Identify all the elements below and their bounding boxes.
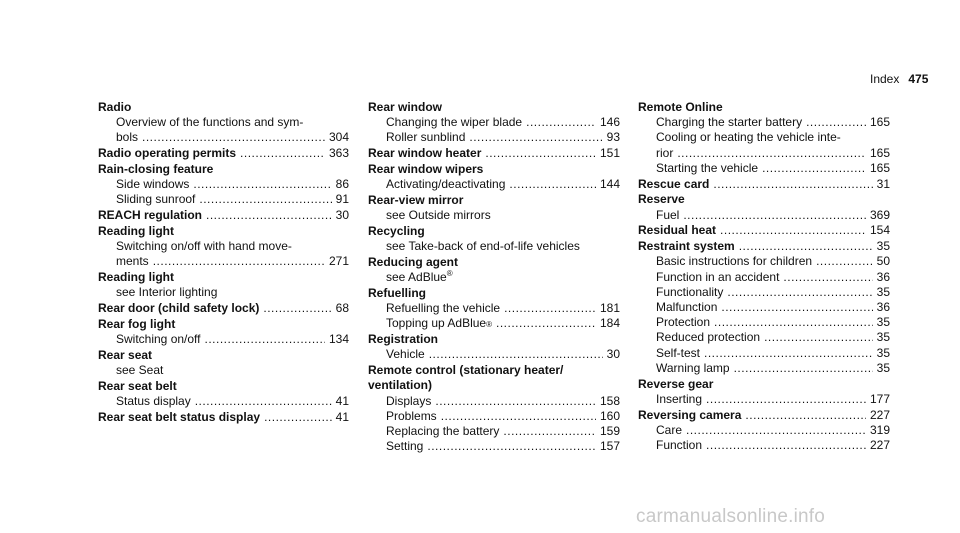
index-line <box>638 346 890 361</box>
entry-text: Displays <box>386 393 432 408</box>
leader-dots <box>503 424 596 439</box>
sub-entry-text <box>98 285 349 300</box>
index-line <box>368 146 620 161</box>
index-column-3 <box>638 100 890 454</box>
entry-title: Radio <box>98 100 132 114</box>
page-ref: 41 <box>335 394 349 409</box>
index-line <box>638 438 890 453</box>
entry-title: Rear door (child safety lock) <box>98 301 260 316</box>
page-ref: 154 <box>869 223 890 238</box>
index-line <box>98 410 349 425</box>
page-ref: 227 <box>869 438 890 453</box>
index-entry <box>638 192 890 222</box>
entry-title: Rear window <box>368 100 443 114</box>
entry-text: Charging the starter battery <box>656 115 803 130</box>
sub-entry-text <box>368 239 620 254</box>
entry-text: see Take-back of end-of-life vehicles <box>386 239 580 254</box>
index-entry <box>638 239 890 376</box>
index-line <box>368 177 620 192</box>
index-line <box>638 315 890 330</box>
leader-dots <box>199 192 331 207</box>
index-entry <box>98 348 349 378</box>
page-ref: 165 <box>869 145 890 160</box>
index-line <box>98 301 349 316</box>
page-ref: 86 <box>335 177 349 192</box>
index-line <box>368 301 620 316</box>
index-line <box>638 161 890 176</box>
index-entry <box>98 379 349 409</box>
index-column-2 <box>368 100 620 455</box>
entry-text: Self-test <box>656 345 701 360</box>
leader-dots <box>734 361 873 376</box>
page-ref: 146 <box>599 115 620 130</box>
entry-title: Rescue card <box>638 176 710 191</box>
index-line <box>638 330 890 345</box>
index-entry <box>638 408 890 454</box>
leader-dots <box>727 285 872 300</box>
entry-title: Recycling <box>368 224 425 238</box>
index-entry <box>638 223 890 238</box>
entry-text: Function <box>656 438 703 453</box>
index-entry <box>638 377 890 407</box>
leader-dots <box>435 394 596 409</box>
index-line <box>98 254 349 269</box>
entry-title: Restraint system <box>638 239 735 254</box>
index-line <box>638 423 890 438</box>
leader-dots <box>714 315 873 330</box>
leader-dots <box>816 254 873 269</box>
index-entry <box>368 255 620 285</box>
page-ref: 319 <box>869 422 890 437</box>
index-line <box>368 115 620 130</box>
index-line <box>98 146 349 161</box>
entry-text: Fuel <box>656 207 680 222</box>
page-ref: 35 <box>876 360 890 375</box>
entry-text: Care <box>656 422 683 437</box>
entry-title: Rear window wipers <box>368 162 484 176</box>
page-ref: 227 <box>869 407 890 422</box>
entry-text: bols <box>116 130 139 145</box>
superscript: ® <box>446 269 453 279</box>
leader-dots <box>677 146 866 161</box>
page-ref: 159 <box>599 424 620 439</box>
entry-title: Rear-view mirror <box>368 193 464 207</box>
page-ref: 36 <box>876 269 890 284</box>
leader-dots <box>240 146 325 161</box>
page-ref: 181 <box>599 301 620 316</box>
entry-text: Basic instructions for children <box>656 254 813 269</box>
leader-dots <box>142 130 325 145</box>
index-entry <box>368 162 620 192</box>
index-entry <box>98 317 349 347</box>
index-entry <box>98 270 349 300</box>
entry-text: Replacing the battery <box>386 424 500 439</box>
index-entry <box>98 146 349 161</box>
index-entry <box>98 301 349 316</box>
entry-text: Starting the vehicle <box>656 160 759 175</box>
page-ref: 93 <box>606 130 620 145</box>
entry-text: Sliding sunroof <box>116 192 196 207</box>
entry-title: Reverse gear <box>638 376 714 391</box>
index-entry <box>368 146 620 161</box>
entry-title: Rain-closing feature <box>98 162 214 176</box>
watermark: carmanualsonline.info <box>636 506 826 527</box>
entry-text: see Seat <box>116 363 164 378</box>
index-entry <box>98 224 349 270</box>
index-line <box>98 130 349 145</box>
page-ref: 177 <box>869 391 890 406</box>
index-entry <box>368 100 620 146</box>
entry-title: Reserve <box>638 192 685 207</box>
entry-text: Reduced protection <box>656 330 761 345</box>
page-ref: 271 <box>328 254 349 269</box>
index-line <box>368 409 620 424</box>
leader-dots <box>686 423 866 438</box>
index-entry <box>98 410 349 425</box>
page-ref: 165 <box>869 160 890 175</box>
index-line <box>638 208 890 223</box>
index-line <box>638 392 890 407</box>
page-ref: 134 <box>328 332 349 347</box>
index-line <box>638 300 890 315</box>
index-line: Topping up AdBlue ® ..... 184 <box>368 316 620 331</box>
leader-dots <box>721 300 872 315</box>
leader-dots <box>806 115 866 130</box>
entry-text: Switching on/off <box>116 332 201 347</box>
leader-dots <box>153 254 325 269</box>
index-entry <box>368 363 620 454</box>
index-column-1 <box>98 100 349 426</box>
entry-title: REACH regulation <box>98 208 203 223</box>
sub-entry-text <box>368 208 620 223</box>
entry-title: Refuelling <box>368 286 427 300</box>
index-line <box>98 208 349 223</box>
entry-text: Warning lamp <box>656 360 730 375</box>
page-ref: 369 <box>869 207 890 222</box>
index-line <box>368 439 620 454</box>
entry-title: Radio operating permits <box>98 146 237 161</box>
entry-title-cont: ventilation) <box>368 378 433 393</box>
sub-entry-text: Switching on/off with hand move- <box>116 239 292 254</box>
entry-title: Rear window heater <box>368 146 482 161</box>
page-ref: 41 <box>335 410 349 424</box>
index-entry <box>98 162 349 208</box>
leader-dots <box>264 410 332 425</box>
index-line <box>638 285 890 300</box>
entry-text: Vehicle <box>386 347 425 362</box>
index-line <box>368 347 620 362</box>
page-ref: 160 <box>599 408 620 423</box>
index-line <box>638 254 890 269</box>
page-ref: 35 <box>876 315 890 330</box>
index-line <box>638 239 890 254</box>
leader-dots <box>504 301 596 316</box>
index-line <box>638 223 890 238</box>
page-ref: 165 <box>869 115 890 130</box>
entry-text: Inserting <box>656 391 703 406</box>
entry-title: Reading light <box>98 224 174 238</box>
sub-entry-text <box>368 270 620 285</box>
entry-text: see Outside mirrors <box>386 208 491 223</box>
entry-text: Function in an accident <box>656 269 780 284</box>
entry-title: Rear fog light <box>98 317 176 331</box>
leader-dots <box>745 408 866 423</box>
page-ref: 304 <box>328 130 349 145</box>
page-ref: 50 <box>876 254 890 269</box>
leader-dots <box>441 409 596 424</box>
page-ref: 157 <box>599 439 620 454</box>
page-ref: 184 <box>599 316 620 331</box>
page-ref: 144 <box>599 177 620 192</box>
page-ref: 31 <box>876 176 890 191</box>
page-ref: 68 <box>335 301 349 316</box>
index-line <box>98 192 349 207</box>
entry-title: Reducing agent <box>368 255 459 269</box>
header-label: Index <box>870 72 900 86</box>
page-ref: 151 <box>599 146 620 161</box>
leader-dots <box>704 346 873 361</box>
page-header <box>870 72 928 86</box>
entry-text: see Interior lighting <box>116 285 218 300</box>
page-ref: 91 <box>335 192 349 207</box>
index-line <box>368 424 620 439</box>
leader-dots <box>485 146 596 161</box>
index-entry <box>638 177 890 192</box>
entry-text: Status display <box>116 394 191 409</box>
entry-title: Registration <box>368 332 439 347</box>
entry-text: Roller sunblind <box>386 130 466 145</box>
entry-title: Rear seat belt status display <box>98 410 261 424</box>
entry-text: Protection <box>656 315 711 330</box>
entry-text: Problems <box>386 408 437 423</box>
leader-dots <box>706 392 866 407</box>
index-line <box>638 177 890 192</box>
entry-text: Activating/deactivating <box>386 177 506 192</box>
entry-title: Rear seat belt <box>98 379 177 393</box>
entry-title: Remote control (stationary heater/ <box>368 363 564 378</box>
entry-title: Reading light <box>98 270 174 285</box>
sub-entry-text: Cooling or heating the vehicle inte- <box>656 130 841 145</box>
leader-dots <box>739 239 873 254</box>
index-line <box>368 394 620 409</box>
entry-title: Reversing camera <box>638 407 742 422</box>
page-ref: 35 <box>876 239 890 254</box>
leader-dots <box>509 177 596 192</box>
entry-text: see AdBlue <box>386 270 447 285</box>
entry-text: Topping up AdBlue <box>386 316 487 331</box>
entry-text: rior <box>656 145 674 160</box>
leader-dots <box>764 330 873 345</box>
leader-dots <box>263 301 331 316</box>
index-line <box>638 361 890 376</box>
index-line <box>98 177 349 192</box>
sub-entry-text <box>98 363 349 378</box>
index-entry <box>98 100 349 146</box>
leader-dots <box>720 223 866 238</box>
sub-entry-text: Overview of the functions and sym- <box>116 115 304 130</box>
page-ref: 30 <box>606 347 620 362</box>
leader-dots <box>783 270 872 285</box>
index-line <box>368 130 620 145</box>
index-line <box>638 270 890 285</box>
entry-text: Functionality <box>656 284 724 299</box>
index-line <box>638 146 890 161</box>
index-entry <box>368 286 620 332</box>
leader-dots <box>762 161 866 176</box>
index-entry <box>368 332 620 362</box>
leader-dots <box>496 316 596 331</box>
page-ref: 35 <box>876 330 890 345</box>
leader-dots <box>713 177 872 192</box>
page-ref: 158 <box>599 393 620 408</box>
leader-dots <box>429 347 603 362</box>
leader-dots <box>195 394 332 409</box>
index-entry <box>368 224 620 254</box>
entry-text: Side windows <box>116 177 190 192</box>
index-line <box>638 115 890 130</box>
index-entry <box>98 208 349 223</box>
index-entry <box>638 100 890 176</box>
leader-dots <box>193 177 331 192</box>
entry-title: Remote Online <box>638 100 723 114</box>
entry-title: Rear seat <box>98 348 153 362</box>
leader-dots <box>683 208 866 223</box>
page-number: 475 <box>908 72 929 86</box>
entry-text: Refuelling the vehicle <box>386 301 501 316</box>
leader-dots <box>526 115 596 130</box>
page-ref: 36 <box>876 300 890 315</box>
index-entry <box>368 193 620 223</box>
page-ref: 35 <box>876 345 890 360</box>
entry-text: ments <box>116 254 149 269</box>
entry-text: Malfunction <box>656 300 718 315</box>
index-line <box>98 394 349 409</box>
leader-dots <box>206 208 332 223</box>
leader-dots <box>706 438 866 453</box>
entry-text: Setting <box>386 439 424 454</box>
page-ref: 30 <box>335 208 349 223</box>
entry-title: Residual heat <box>638 223 717 238</box>
index-line <box>98 332 349 347</box>
leader-dots <box>205 332 325 347</box>
leader-dots <box>469 130 602 145</box>
leader-dots <box>427 439 596 454</box>
index-line <box>638 408 890 423</box>
page-ref: 363 <box>328 146 349 161</box>
entry-text: Changing the wiper blade <box>386 115 523 130</box>
page-ref: 35 <box>876 284 890 299</box>
